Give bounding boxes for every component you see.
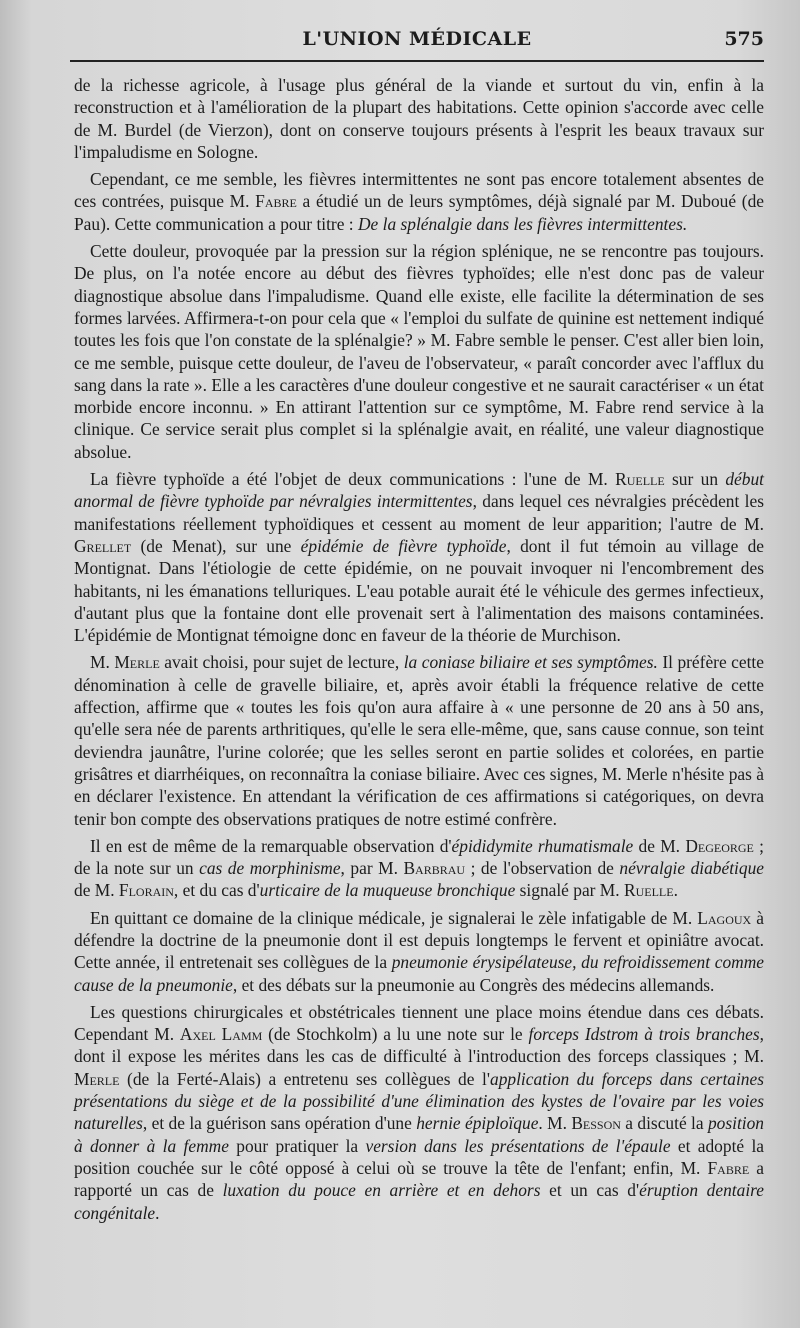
text-segment: la coniase biliaire et ses symptômes. [403, 652, 658, 673]
text-segment: Ruelle [623, 880, 674, 901]
para-6 [74, 835, 764, 902]
text-segment: Fabre [255, 191, 297, 212]
para-1 [74, 74, 764, 163]
text-segment: Il préfère cette dénomination à celle de gravelle biliaire, et, après avoir établi la fréquence relative de cette affection, affirme que « toutes les fois qu'on aura affaire à « une personne de 20 ans à 50 ans, qu'elle sera née de parents arthritiques, qu'elle le sera elle-même, que, sans cause connue, son teint deviendra jaunâtre, l'urine colorée; que les selles seront en partie solides et colorées, en partie grisâtres et diarrhéiques, on reconnaîtra la coniase biliaire. Avec ces signes, M. Merle n'hésite pas à en déclarer l'existence. En attendant la vérification de ces affirmations si catégoriques, on devra tenir bon compte des observations pratiques de notre estimé confrère. [74, 652, 764, 829]
para-5 [74, 651, 764, 829]
text-segment: Cette douleur, provoquée par la pression sur la région splénique, ne se rencontre pas toujours. De plus, on l'a notée encore au début des fièvres typhoïdes; elle n'est donc pas de valeur diagnostique absolue dans l'impaludisme. Quand elle existe, elle facilite la détermination de ses formes larvées. Affirmera-t-on pour cela que « l'emploi du sulfate de quinine est nettement indiqué toutes les fois que l'on constate de la splénalgie? » M. Fabre semble le penser. C'est aller bien loin, ce me semble, puisque cette douleur, de l'aveu de l'observateur, « paraît concorder avec l'afflux du sang dans la rate ». Elle a les caractères d'une douleur congestive et ne saurait caractériser « un état morbide encore inconnu. » En attirant l'attention sur ce symptôme, M. Fabre rend service à la clinique. Ce service serait plus complet si la splénalgie avait, en réalité, une valeur diagnostique absolue. [74, 241, 764, 462]
text-segment: à défendre la doctrine de la pneumonie dont il est depuis longtemps le fervent et opiniâtre avocat. Cette année, il entretenait ses collègues de la [74, 907, 764, 973]
text-segment: urticaire de la muqueuse bronchique [259, 880, 516, 901]
text-segment: pneumonie érysipélateuse, du refroidissement comme cause de la pneumonie [74, 952, 764, 995]
text-segment: Cependant, ce me semble, les fièvres intermittentes ne sont pas encore totalement absentes de ces contrées, puisque M. [74, 169, 764, 212]
text-segment: position à donner à la femme [74, 1113, 764, 1156]
text-segment: cas de morphinisme [199, 858, 341, 879]
text-segment: application du forceps dans certaines présentations du siège et de la possibilité d'une élimination des kystes de l'ovaire par les voies naturelles [74, 1068, 764, 1134]
text-segment: ; de la note sur un [74, 835, 764, 879]
text-segment: éruption dentaire congénitale [74, 1180, 764, 1223]
page-header [70, 28, 764, 62]
text-segment: de M. [633, 835, 686, 856]
text-segment: et un cas d' [540, 1180, 640, 1201]
text-segment: Lagoux [697, 907, 752, 928]
text-segment: pour pratiquer la [228, 1135, 366, 1156]
text-segment: sur un [664, 469, 726, 490]
text-segment: , dont il fut témoin au village de Montignat. Dans l'étiologie de cette épidémie, on ne pouvait invoquer ni l'encombrement des habitants, ni les émanations telluriques. L'eau potable aurait été le véhicule des germes infectieux, d'autant plus que la fontaine dont elle provenait sert à l'alimentation des maisons contaminées. L'épidémie de Montignat témoigne donc en faveur de la théorie de Murchison. [74, 535, 764, 646]
text-segment: (de Stochkolm) a lu une note sur le [262, 1024, 529, 1045]
text-segment: de la richesse agricole, à l'usage plus général de la viande et surtout du vin, enfin à la reconstruction et à l'amélioration de la plupart des habitations. Cette opinion s'accorde avec celle de M. Burdel (de Vierzon), dont on conserve toujours présents à l'esprit les beaux travaux sur l'impaludisme en Sologne. [74, 75, 764, 162]
running-title: L'UNION MÉDICALE [302, 28, 532, 50]
text-segment: . [155, 1202, 160, 1223]
para-8 [74, 1001, 764, 1224]
text-segment: et adopté la position couchée sur le côté opposé à celui où se trouve la tête de l'enfant; enfin, M. [74, 1135, 765, 1178]
page-number: 575 [724, 28, 764, 50]
text-segment: M. [90, 652, 115, 673]
text-segment: ; de l'observation de [465, 858, 620, 879]
para-7 [74, 907, 764, 996]
text-segment: Florain [118, 880, 174, 901]
text-segment: hernie épiploïque [416, 1113, 539, 1134]
text-segment: , par M. [340, 858, 404, 879]
text-segment: . [673, 880, 678, 901]
text-segment: a rapporté un cas de [74, 1157, 764, 1201]
text-segment: , et du cas d' [173, 880, 260, 901]
text-segment: , et des débats sur la pneumonie au Congrès des médecins allemands. [232, 974, 715, 995]
text-segment: Fabre [707, 1157, 750, 1178]
text-segment: névralgie diabétique [619, 858, 764, 879]
text-segment: . M. [538, 1113, 572, 1134]
text-segment: avait choisi, pour sujet de lecture, [159, 652, 404, 673]
text-segment: Degeorge [685, 835, 754, 856]
text-segment: (de Menat), sur une [131, 535, 301, 556]
text-segment: version dans les présentations de l'épaule [365, 1135, 671, 1156]
text-segment: Merle [74, 1068, 120, 1089]
text-segment: (de la Ferté-Alais) a entretenu ses collègues de l' [119, 1068, 490, 1089]
text-segment: Axel Lamm [179, 1024, 263, 1045]
text-segment: De la splénalgie dans les fièvres intermittentes. [357, 213, 688, 234]
text-segment: , et de la guérison sans opération d'une [142, 1113, 417, 1134]
text-segment: Besson [571, 1113, 621, 1134]
text-segment: Les questions chirurgicales et obstétricales tiennent une place moins étendue dans ces débats. Cependant M. [74, 1001, 764, 1045]
text-segment: En quittant ce domaine de la clinique médicale, je signalerai le zèle infatigable de M. [90, 907, 698, 928]
text-segment: début anormal de fièvre typhoïde par névralgies intermittentes [74, 469, 764, 512]
text-segment: a étudié un de leurs symptômes, déjà signalé par M. Duboué (de Pau). Cette communication a pour titre : [74, 191, 764, 234]
text-segment: , dont il expose les mérites dans les cas de difficulté à l'introduction des forceps classiques ; M. [74, 1024, 764, 1067]
text-segment: La fièvre typhoïde a été l'objet de deux communications : l'une de M. [90, 469, 616, 490]
header-rule [70, 60, 764, 62]
text-segment: de M. [74, 880, 119, 901]
article-body [74, 74, 764, 1229]
text-segment: Merle [114, 652, 160, 673]
para-2 [74, 168, 764, 235]
text-segment: , dans lequel ces névralgies précèdent les manifestations réellement typhoïdiques et cessent au moment de leur apparition; l'autre de M. [74, 491, 764, 534]
para-4 [74, 468, 764, 646]
text-segment: épidémie de fièvre typhoïde [300, 535, 507, 556]
text-segment: signalé par M. [515, 880, 624, 901]
text-segment: Barbrau [403, 858, 466, 879]
text-segment: a discuté la [620, 1113, 708, 1134]
text-segment: Ruelle [615, 469, 665, 490]
text-segment: Grellet [74, 535, 132, 556]
text-segment: épididymite rhumatismale [451, 835, 634, 856]
para-3 [74, 240, 764, 463]
text-segment: luxation du pouce en arrière et en dehors [222, 1180, 541, 1201]
text-segment: Il en est de même de la remarquable observation d' [90, 835, 452, 856]
text-segment: forceps Idstrom à trois branches [528, 1024, 760, 1045]
